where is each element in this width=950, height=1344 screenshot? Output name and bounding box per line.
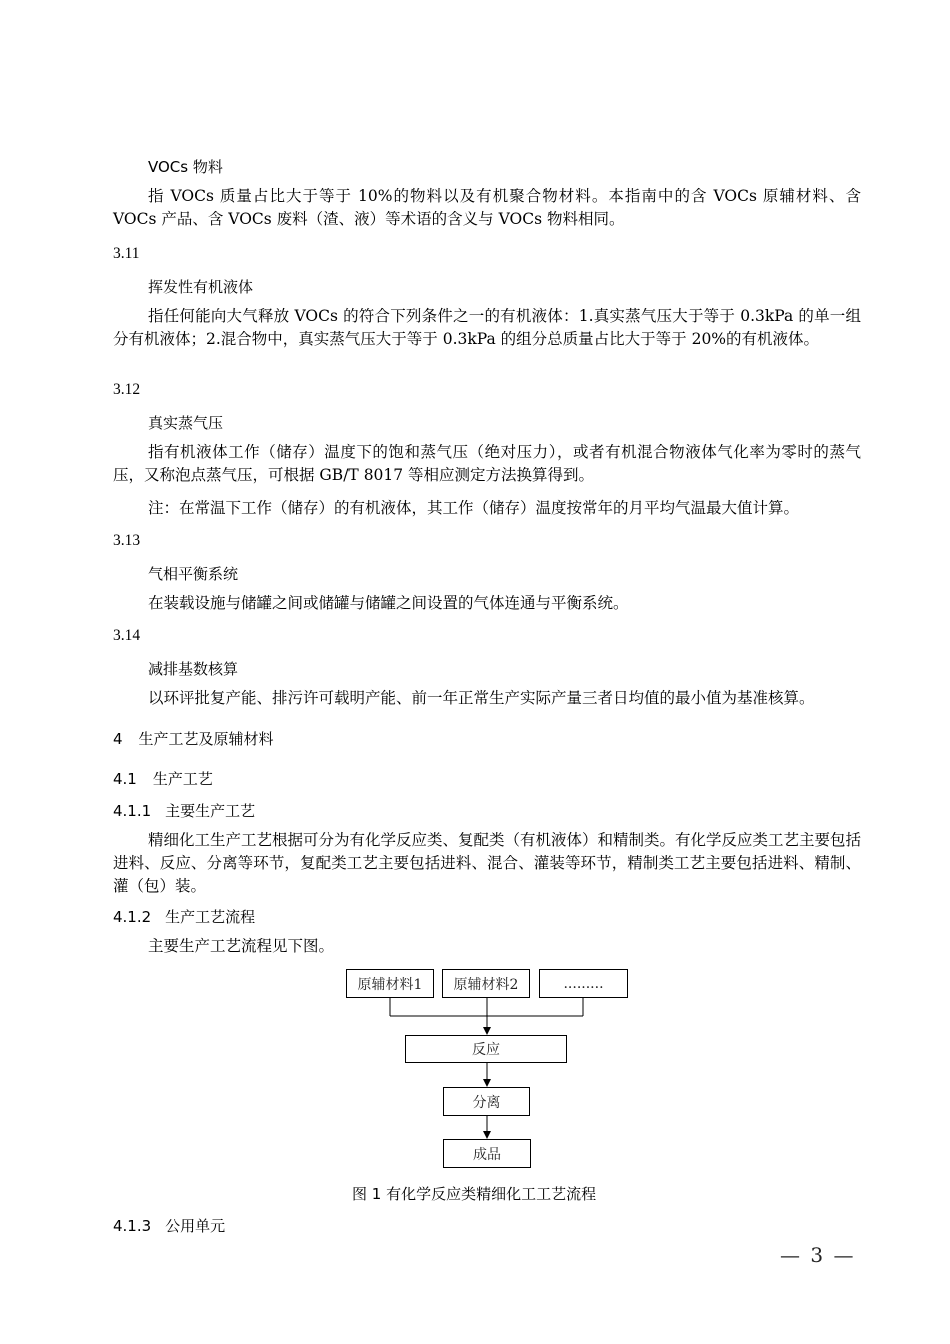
page-number: — 3 — xyxy=(780,1243,856,1267)
heading-4-1-3-title: 公用单元 xyxy=(165,1217,226,1235)
flow-box-reaction: 反应 xyxy=(405,1035,567,1063)
figure-caption: 图 1 有化学反应类精细化工工艺流程 xyxy=(352,1185,597,1203)
flow-box-input2: 原辅材料2 xyxy=(442,969,530,998)
section-number-3-13: 3.13 xyxy=(113,532,141,549)
section-number-3-14: 3.14 xyxy=(113,627,141,644)
section-number-3-12: 3.12 xyxy=(113,381,141,398)
flow-box-input1: 原辅材料1 xyxy=(346,969,434,998)
heading-4-title: 生产工艺及原辅材料 xyxy=(138,730,274,748)
heading-4-1-3 xyxy=(113,1215,225,1236)
heading-4-1-1-title: 主要生产工艺 xyxy=(165,802,256,820)
paragraph-main-process: 精细化工生产工艺根据可分为有化学反应类、复配类（有机液体）和精制类。有化学反应类工艺主要包括进料、反应、分离等环节，复配类工艺主要包括进料、混合、灌装等环节，精制类工艺主要包括进料、精制、灌（包）装。 xyxy=(113,831,862,895)
definition-vapor-balance-system: 在装载设施与储罐之间或储罐与储罐之间设置的气体连通与平衡系统。 xyxy=(148,594,629,612)
note-true-vapor-pressure: 注：在常温下工作（储存）的有机液体，其工作（储存）温度按常年的月平均气温最大值计算。 xyxy=(148,499,800,517)
definition-true-vapor-pressure: 指有机液体工作（储存）温度下的饱和蒸气压（绝对压力），或者有机混合物液体气化率为零时的蒸气压，又称泡点蒸气压，可根据 GB/T 8017 等相应测定方法换算得到。 xyxy=(113,443,861,484)
flow-box-product: 成品 xyxy=(443,1139,531,1168)
definition-vocs-material: 指 VOCs 质量占比大于等于 10%的物料以及有机聚合物材料。本指南中的含 VOCs 原辅材料、含 VOCs 产品、含 VOCs 废料（渣、液）等术语的含义与 VOCs 物料相同。 xyxy=(113,187,861,228)
heading-4-1-2-title: 生产工艺流程 xyxy=(165,908,256,926)
heading-4-1-2-number: 4.1.2 xyxy=(113,908,152,926)
section-number-3-11: 3.11 xyxy=(113,245,140,262)
definition-reduction-baseline: 以环评批复产能、排污许可载明产能、前一年正常生产实际产量三者日均值的最小值为基准核算。 xyxy=(148,689,815,707)
term-volatile-organic-liquid: 挥发性有机液体 xyxy=(148,278,254,296)
term-vocs-material: VOCs 物料 xyxy=(148,158,223,176)
definition-volatile-organic-liquid: 指任何能向大气释放 VOCs 的符合下列条件之一的有机液体：1.真实蒸气压大于等于 0.3kPa 的单一组分有机液体；2.混合物中，真实蒸气压大于等于 0.3kPa 的组分总质量占比大于等于 20%的有机液体。 xyxy=(113,307,861,348)
term-vapor-balance-system: 气相平衡系统 xyxy=(148,565,239,583)
heading-4-1-1-number: 4.1.1 xyxy=(113,802,152,820)
paragraph-flow-intro: 主要生产工艺流程见下图。 xyxy=(148,937,335,955)
heading-4-1-3-number: 4.1.3 xyxy=(113,1217,152,1235)
flow-box-input3: ......... xyxy=(539,969,628,998)
heading-4-number: 4 xyxy=(113,730,123,748)
term-true-vapor-pressure: 真实蒸气压 xyxy=(148,414,224,432)
heading-4-1-title: 生产工艺 xyxy=(152,770,213,788)
term-reduction-baseline: 减排基数核算 xyxy=(148,660,239,678)
flow-box-separation: 分离 xyxy=(443,1087,530,1116)
heading-4-1-number: 4.1 xyxy=(113,770,137,788)
